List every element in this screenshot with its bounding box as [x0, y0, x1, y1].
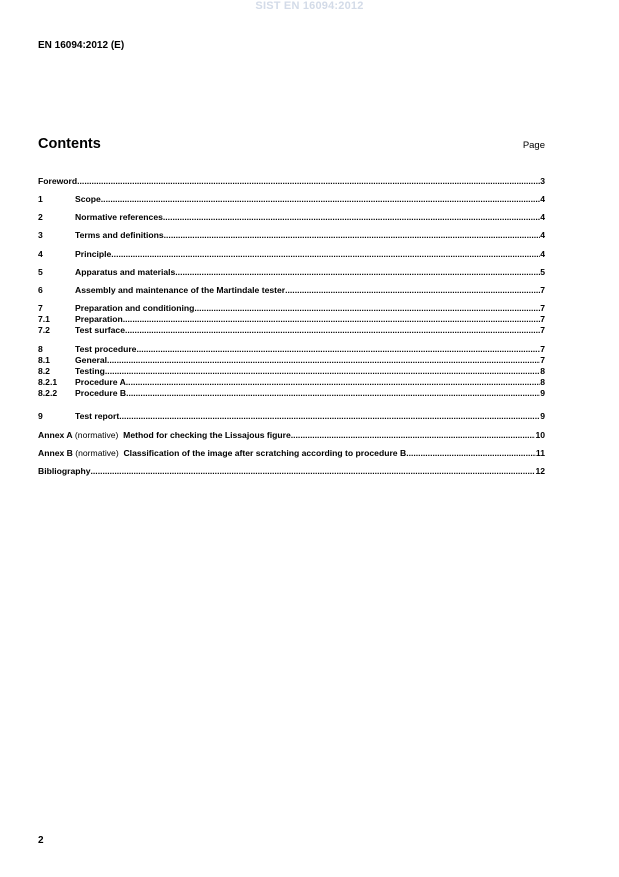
toc-entry-title: Terms and definitions — [75, 230, 164, 240]
toc-entry-title: Procedure B — [75, 388, 127, 398]
toc-entry-page: 8 — [540, 366, 545, 376]
toc-entry-foreword[interactable] — [38, 176, 545, 187]
toc-entry-title: Apparatus and materials — [75, 267, 176, 277]
toc-entry-number: 2 — [38, 212, 43, 222]
toc-leader — [163, 212, 540, 223]
toc-entry-page: 4 — [540, 212, 545, 222]
toc-entry-bibliography[interactable] — [38, 466, 545, 477]
toc-entry-title: Preparation — [75, 314, 123, 324]
toc-entry-page: 9 — [540, 411, 545, 421]
toc-entry-apparatus-and-materials[interactable] — [38, 267, 545, 278]
toc-leader — [125, 325, 540, 336]
toc-entry-annex-b[interactable] — [38, 448, 545, 459]
toc-entry-page: 7 — [540, 314, 545, 324]
toc-entry-number: 1 — [38, 194, 43, 204]
toc-entry-number: 7 — [38, 303, 43, 313]
toc-entry-title: Test procedure — [75, 344, 137, 354]
toc-leader — [111, 249, 540, 260]
toc-entry-title: Testing — [75, 366, 105, 376]
toc-entry-general[interactable] — [38, 355, 545, 366]
toc-entry-page: 10 — [535, 430, 545, 440]
toc-entry-page: 7 — [540, 344, 545, 354]
toc-entry-title: Test report — [75, 411, 120, 421]
toc-entry-scope[interactable] — [38, 194, 545, 205]
toc-entry-page: 7 — [540, 285, 545, 295]
toc-leader — [119, 411, 540, 422]
toc-entry-preparation[interactable] — [38, 314, 545, 325]
toc-leader — [126, 388, 540, 399]
toc-entry-title: Bibliography — [38, 466, 91, 476]
annex-label: Annex B — [38, 448, 73, 458]
toc-entry-title: Assembly and maintenance of the Martindale tester — [75, 285, 286, 295]
toc-leader — [406, 448, 536, 459]
toc-leader — [175, 267, 540, 278]
toc-entry-number: 6 — [38, 285, 43, 295]
toc-entry-test-procedure[interactable] — [38, 344, 545, 355]
toc-entry-title — [38, 448, 406, 459]
toc-entry-page: 9 — [540, 388, 545, 398]
toc-entry-number: 8 — [38, 344, 43, 354]
toc-entry-title: General — [75, 355, 108, 365]
toc-entry-title: Preparation and conditioning — [75, 303, 195, 313]
toc-entry-page: 3 — [540, 176, 545, 186]
toc-entry-title: Foreword — [38, 176, 78, 186]
toc-entry-testing[interactable] — [38, 366, 545, 377]
toc-leader — [77, 176, 540, 187]
toc-entry-page: 4 — [540, 230, 545, 240]
toc-entry-title — [38, 430, 291, 441]
annex-title: Method for checking the Lissajous figure — [118, 430, 291, 440]
toc-entry-number: 7.1 — [38, 314, 50, 324]
toc-entry-page: 8 — [540, 377, 545, 387]
toc-entry-procedure-b[interactable] — [38, 388, 545, 399]
toc-entry-title: Scope — [75, 194, 101, 204]
toc-leader — [123, 314, 540, 325]
watermark: SIST EN 16094:2012 — [255, 0, 364, 12]
annex-qualifier: (normative) — [72, 448, 119, 458]
toc-entry-number: 8.2 — [38, 366, 50, 376]
toc-entry-annex-a[interactable] — [38, 430, 545, 441]
toc-leader — [285, 285, 540, 296]
page-number: 2 — [38, 835, 44, 846]
toc-entry-test-surface[interactable] — [38, 325, 545, 336]
toc-entry-procedure-a[interactable] — [38, 377, 545, 388]
toc-entry-title: Test surface — [75, 325, 125, 335]
toc-entry-page: 11 — [535, 448, 545, 458]
toc-leader — [291, 430, 536, 441]
toc-entry-preparation-and-conditioning[interactable] — [38, 303, 545, 314]
toc-entry-number: 8.2.1 — [38, 377, 58, 387]
toc-entry-number: 3 — [38, 230, 43, 240]
toc-entry-assembly-and-maintenance[interactable] — [38, 285, 545, 296]
toc-entry-number: 7.2 — [38, 325, 50, 335]
toc-entry-normative-references[interactable] — [38, 212, 545, 223]
toc-leader — [101, 194, 540, 205]
toc-leader — [194, 303, 540, 314]
toc-entry-title: Procedure A — [75, 377, 126, 387]
toc-leader — [126, 377, 540, 388]
toc-leader — [105, 366, 540, 377]
toc-entry-number: 8.1 — [38, 355, 50, 365]
toc-entry-page: 12 — [535, 466, 545, 476]
toc-entry-number: 5 — [38, 267, 43, 277]
toc-entry-page: 7 — [540, 355, 545, 365]
toc-entry-page: 5 — [540, 267, 545, 277]
toc-leader — [164, 230, 541, 241]
contents-heading: Contents — [38, 136, 101, 152]
toc-entry-page: 4 — [540, 249, 545, 259]
toc-leader — [107, 355, 540, 366]
toc-leader — [136, 344, 540, 355]
document-id: EN 16094:2012 (E) — [38, 40, 125, 51]
toc-entry-test-report[interactable] — [38, 411, 545, 422]
annex-qualifier: (normative) — [72, 430, 119, 440]
toc-entry-number: 9 — [38, 411, 43, 421]
annex-label: Annex A — [38, 430, 73, 440]
page-column-label: Page — [522, 140, 545, 151]
toc-entry-title: Principle — [75, 249, 112, 259]
toc-entry-page: 4 — [540, 194, 545, 204]
toc-entry-number: 4 — [38, 249, 43, 259]
toc-entry-page: 7 — [540, 303, 545, 313]
toc-leader — [91, 466, 536, 477]
annex-title: Classification of the image after scratching according to procedure B — [118, 448, 407, 458]
toc-entry-title: Normative references — [75, 212, 163, 222]
toc-entry-principle[interactable] — [38, 249, 545, 260]
toc-entry-number: 8.2.2 — [38, 388, 58, 398]
toc-entry-terms-and-definitions[interactable] — [38, 230, 545, 241]
toc-entry-page: 7 — [540, 325, 545, 335]
